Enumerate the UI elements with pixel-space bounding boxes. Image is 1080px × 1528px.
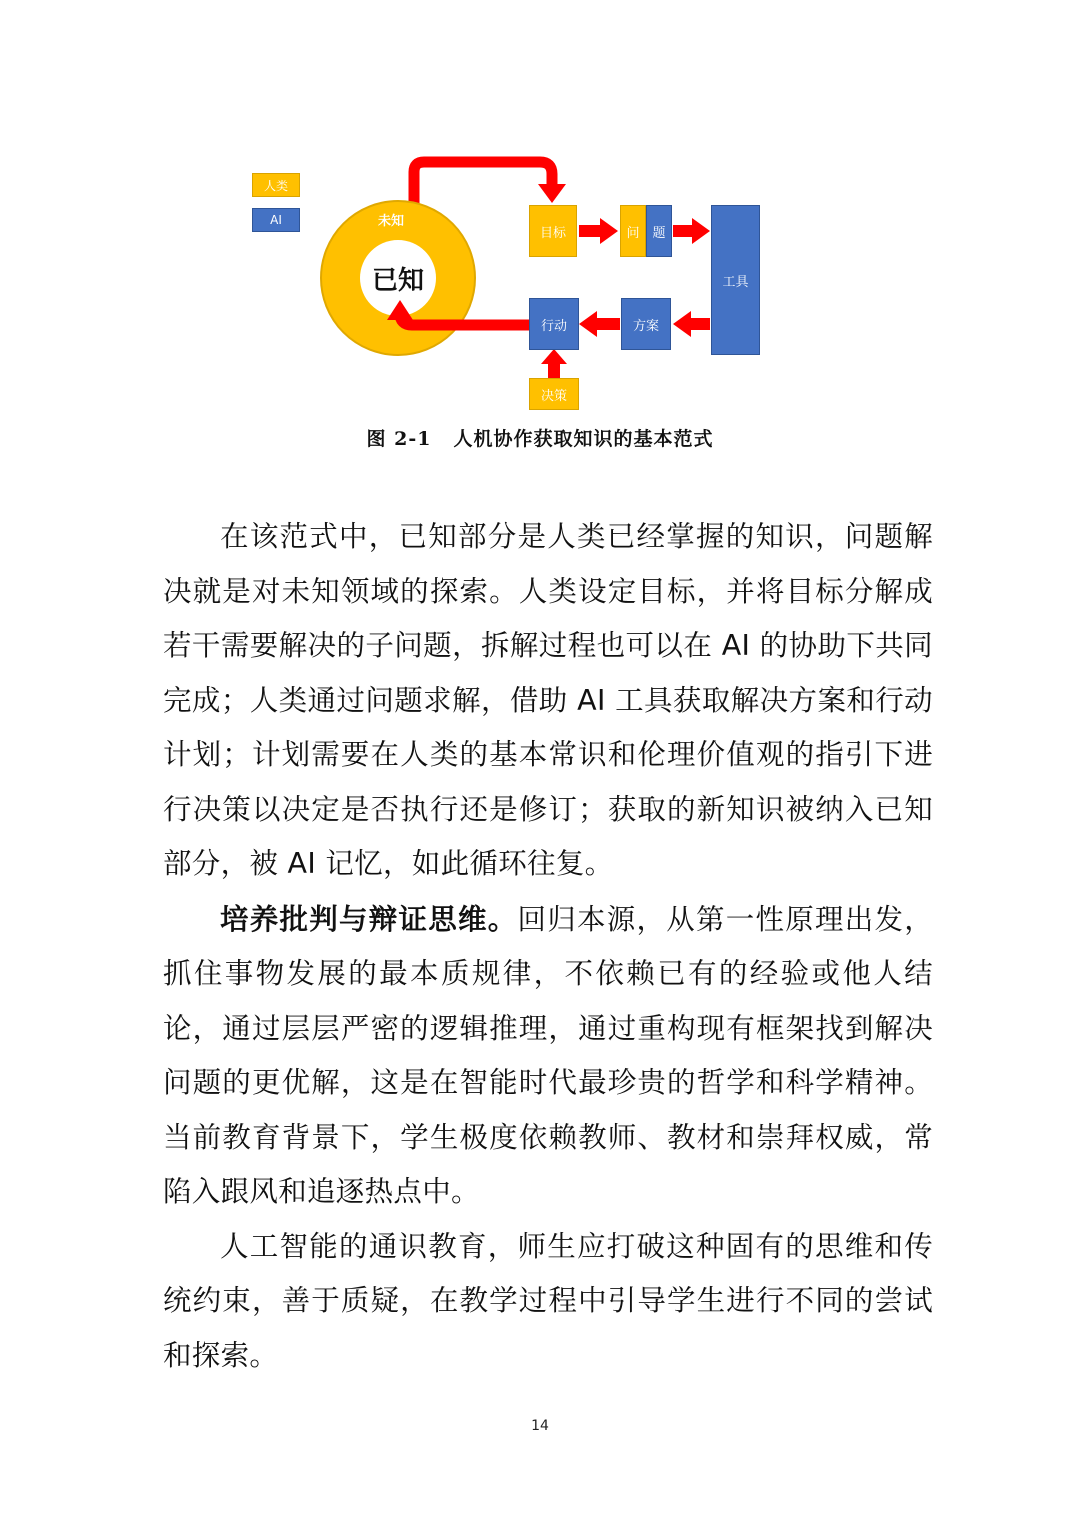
paragraph-2-text: 回归本源，从第一性原理出发，抓住事物发展的最本质规律，不依赖已有的经验或他人结论，通过层层严密的逻辑推理，通过重构现有框架找到解决问题的更优解，这是在智能时代最珍贵的哲学和科学精神。当前教育背景下，学生极度依赖教师、教材和崇拜权威，常陷入跟风和追逐热点中。 xyxy=(163,902,933,1208)
caption-number: 图 2-1 xyxy=(366,428,432,450)
plan-box: 方案 xyxy=(621,298,671,350)
unknown-label: 未知 xyxy=(378,214,405,229)
paragraph-1: 在该范式中，已知部分是人类已经掌握的知识，问题解决就是对未知领域的探索。人类设定目标，并将目标分解成若干需要解决的子问题，拆解过程也可以在 AI 的协助下共同完成；人类通过问题求解，借助 AI 工具获取解决方案和行动计划；计划需要在人类的基本常识和伦理价值观的指引下进行决策以决定是否执行还是修订；获取的新知识被纳入已知部分，被 AI 记忆，如此循环往复。 xyxy=(163,520,933,880)
paragraph-3: 人工智能的通识教育，师生应打破这种固有的思维和传统约束，善于质疑，在教学过程中引导学生进行不同的尝试和探索。 xyxy=(163,1229,933,1372)
body-text xyxy=(163,510,933,1383)
question-box-human: 问 xyxy=(620,205,646,257)
goal-box: 目标 xyxy=(529,205,577,257)
tools-box: 工具 xyxy=(711,205,760,355)
paragraph-2 xyxy=(163,892,933,1220)
caption-text: 人机协作获取知识的基本范式 xyxy=(453,428,714,450)
legend-human: 人类 xyxy=(252,173,300,197)
question-box-ai: 题 xyxy=(646,205,672,257)
paragraph-2-lead: 培养批判与辩证思维。 xyxy=(220,901,518,936)
decision-box: 决策 xyxy=(529,378,579,410)
figure-caption xyxy=(0,424,1080,451)
action-box: 行动 xyxy=(529,298,579,350)
knowledge-paradigm-figure xyxy=(0,0,1080,470)
known-label: 已知 xyxy=(371,265,424,296)
page-number: 14 xyxy=(531,1418,549,1434)
legend-ai: AI xyxy=(252,208,300,232)
